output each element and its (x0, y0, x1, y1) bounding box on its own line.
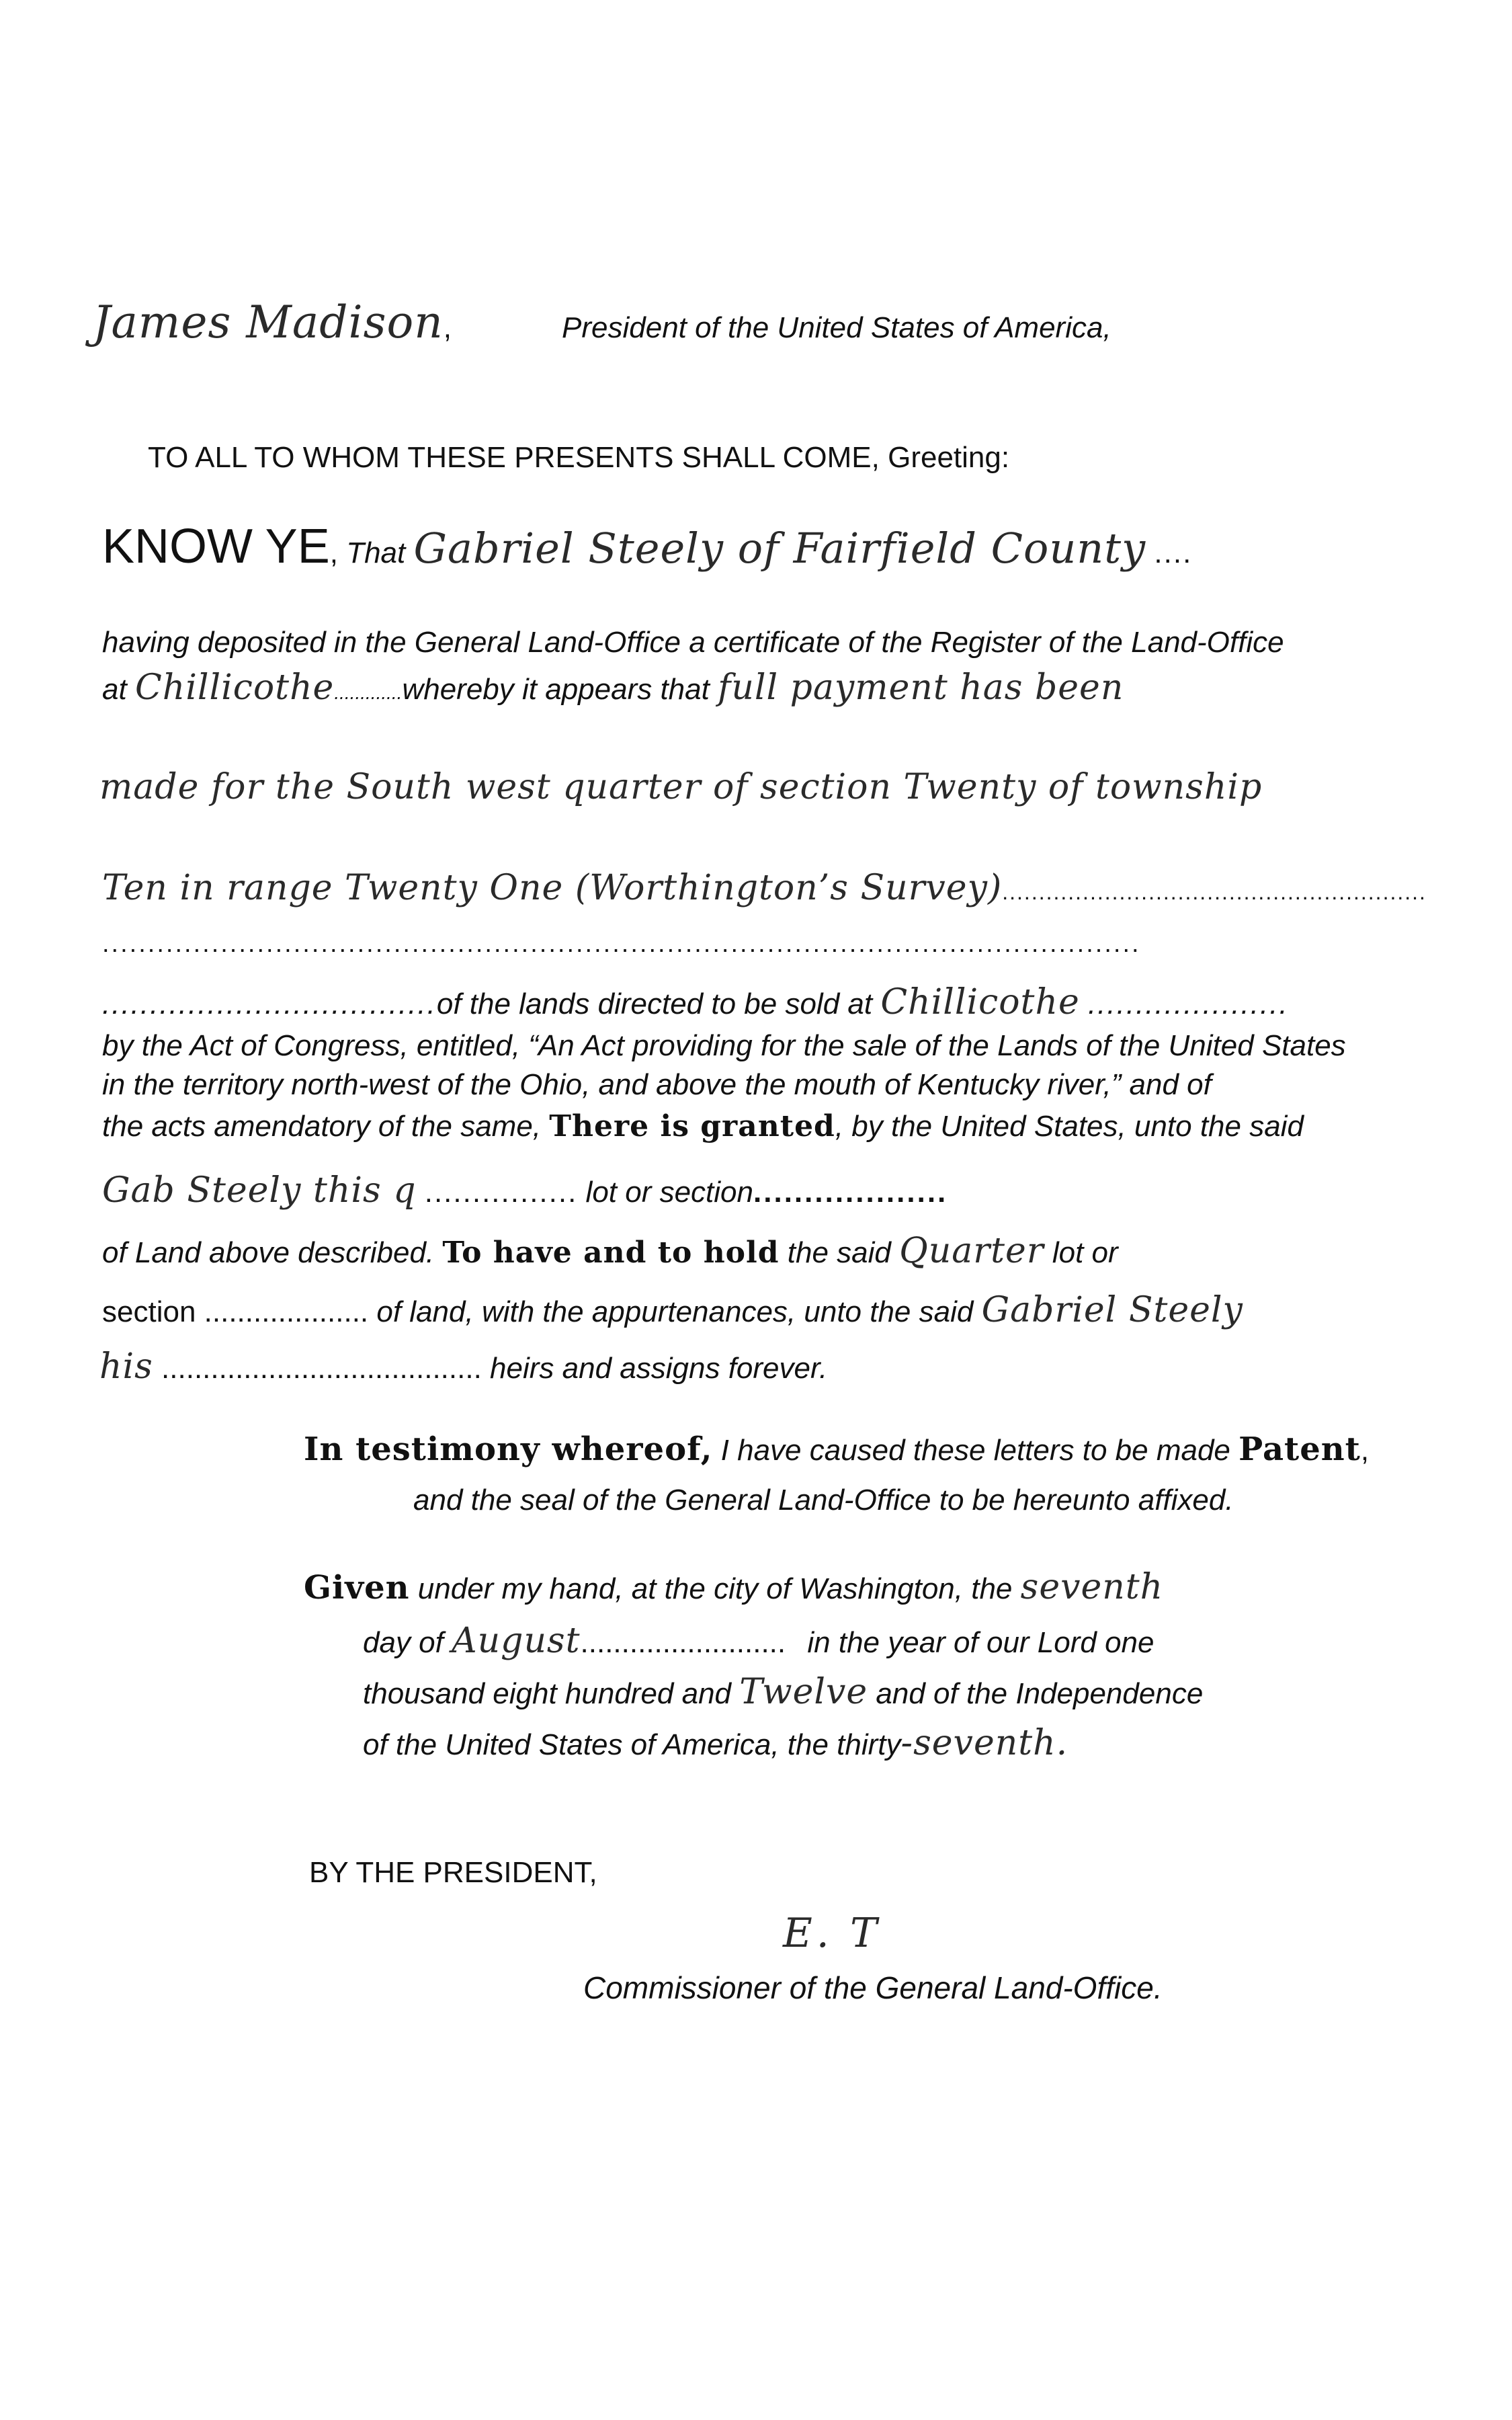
act-line-3 (102, 1109, 1304, 1145)
quarter-word: Quarter (899, 1231, 1044, 1271)
appurtenances-text: of land, with the appurtenances, unto the said (376, 1295, 974, 1328)
lot-or-section: lot or section (585, 1176, 754, 1209)
commissioner-title: Commissioner of the General Land-Office. (583, 1970, 1163, 2005)
comma: , (1360, 1434, 1370, 1467)
dots: ......................... (580, 1626, 786, 1659)
grant-line-4 (99, 1346, 827, 1387)
ordinal-value: -seventh. (900, 1723, 1068, 1763)
dots: ............. (334, 682, 403, 703)
given-line-2 (363, 1620, 1154, 1662)
dots: .......................................................... (1002, 880, 1427, 904)
president-name: James Madison (93, 296, 444, 348)
testimony-text: I have caused these letters to be made (720, 1434, 1230, 1467)
grantee-short: Gab Steely this q (102, 1170, 417, 1211)
act-line-1: by the Act of Congress, entitled, “An Act providing for the sale of the Lands of the United States (102, 1029, 1346, 1062)
that-word: That (346, 536, 406, 569)
above-described: of Land above described. (102, 1236, 435, 1269)
dotted-line: .................................................................................................................. (102, 930, 1141, 958)
dots: ................ (424, 1176, 578, 1209)
independence-text: and of the Independence (876, 1677, 1204, 1710)
grant-line-1 (102, 1170, 948, 1211)
act-line-2: in the territory north-west of the Ohio, and above the mouth of Kentucky river,” and of (102, 1068, 1212, 1101)
greeting: TO ALL TO WHOM THESE PRESENTS SHALL COME, Greeting: (148, 441, 1010, 474)
the-said: the said (787, 1236, 891, 1269)
year-value: Twelve (739, 1672, 868, 1712)
lands-text: of the lands directed to be sold at (436, 987, 873, 1020)
know-ye: KNOW YE (102, 520, 330, 573)
act-line-3-text: the acts amendatory of the same, (102, 1110, 542, 1143)
deposit-line-2 (102, 667, 1124, 709)
land-office-name: Chillicothe (134, 668, 335, 708)
grant-line-3 (102, 1289, 1243, 1331)
dots: ..................... (1087, 987, 1289, 1020)
year-text: in the year of our Lord one (807, 1626, 1154, 1659)
know-ye-line (102, 518, 1192, 575)
grant-line-2 (102, 1230, 1118, 1272)
land-line-2-text: Ten in range Twenty One (Worthington’s Survey) (102, 868, 1003, 908)
signature-initials: E. T (783, 1910, 881, 1957)
testimony-line-2: and the seal of the General Land-Office to be hereunto affixed. (413, 1484, 1234, 1517)
comma: , (329, 536, 338, 569)
given-line-3 (363, 1671, 1203, 1713)
at-word: at (102, 673, 127, 706)
thousand-text: thousand eight hundred and (363, 1677, 732, 1710)
dots: ................... (753, 1176, 948, 1209)
day-of: day of (363, 1626, 444, 1659)
section-word: section (102, 1295, 196, 1328)
dots: .................... (204, 1295, 369, 1328)
by-the-president: BY THE PRESIDENT, (309, 1856, 597, 1889)
dots: ................................... (102, 987, 437, 1020)
grantee-name: Gabriel Steely of Fairfield County (413, 524, 1146, 573)
comma: , (443, 311, 452, 344)
given-text: under my hand, at the city of Washington, the (417, 1572, 1013, 1605)
deposit-line-1: having deposited in the General Land-Office a certificate of the Register of the Land-Office (102, 626, 1284, 659)
act-line-3-end: , by the United States, unto the said (835, 1110, 1304, 1143)
month-value: August (452, 1621, 581, 1661)
testimony-line-1 (304, 1430, 1369, 1469)
there-is-granted: There is granted (549, 1109, 835, 1143)
given-lead: Given (304, 1569, 410, 1607)
lot-or: lot or (1052, 1236, 1118, 1269)
lands-line (102, 981, 1289, 1023)
given-line-4 (363, 1722, 1068, 1764)
dots: ....................................... (161, 1352, 482, 1385)
payment-text: full payment has been (718, 668, 1124, 708)
land-line-2 (102, 867, 1427, 909)
given-line-1 (304, 1566, 1163, 1608)
his-word: his (99, 1346, 153, 1387)
dots: .... (1154, 536, 1193, 569)
sold-at-place: Chillicothe (880, 982, 1080, 1022)
grantee-full: Gabriel Steely (981, 1290, 1243, 1330)
heirs-text: heirs and assigns forever. (490, 1352, 828, 1385)
testimony-lead: In testimony whereof, (304, 1430, 713, 1468)
president-title: President of the United States of America, (562, 311, 1111, 344)
whereby-text: whereby it appears that (402, 673, 710, 706)
day-value: seventh (1020, 1567, 1164, 1607)
habendum: To have and to hold (442, 1236, 780, 1270)
land-line-1: made for the South west quarter of section Twenty of township (99, 767, 1263, 807)
usa-text: of the United States of America, the thirty (363, 1728, 901, 1761)
patent-word: Patent (1238, 1430, 1361, 1468)
president-line (93, 296, 452, 349)
